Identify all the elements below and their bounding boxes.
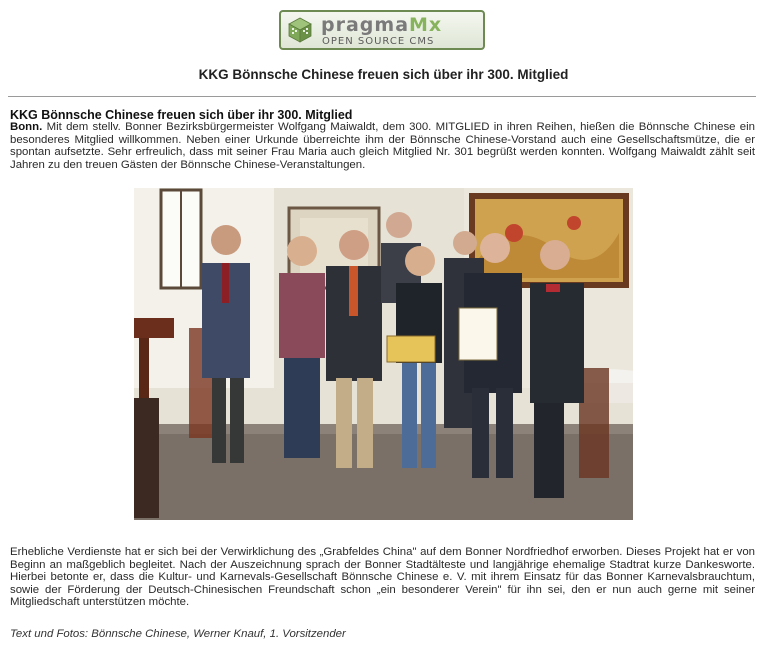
logo-subtitle: OPEN SOURCE CMS bbox=[322, 36, 435, 47]
article-intro-text: Mit dem stellv. Bonner Bezirksbürgermeister Wolfgang Maiwaldt, dem 300. MITGLIED in ihren Reihen, hießen die Bönnsche Chinese ein besonderes Mitglied willkommen. Neben einer Urkunde überreichte ihm der Bönnsche Chinese-Vorstand auch eine Gesellschaftsmütze, die er spontan aufsetzte. Sehr erfreulich, dass mit seiner Frau Maria auch gleich Mitglied Nr. 301 begrüßt werden konnten. Wolfgang Maiwaldt zählt seit Jahren zu den treuen Gästen der Bönnsche Chinese-Veranstaltungen. bbox=[10, 121, 755, 171]
page-title: KKG Bönnsche Chinese freuen sich über ihr 300. Mitglied bbox=[198, 67, 569, 82]
article-intro bbox=[10, 121, 755, 171]
logo-wordmark-prefix: pragma bbox=[321, 14, 410, 36]
article-credit: Text und Fotos: Bönnsche Chinese, Werner Knauf, 1. Vorsitzender bbox=[10, 628, 346, 640]
article-heading: KKG Bönnsche Chinese freuen sich über ihr 300. Mitglied bbox=[10, 108, 353, 122]
logo-wordmark bbox=[321, 14, 442, 36]
title-divider bbox=[8, 96, 756, 97]
group-photo bbox=[134, 188, 633, 520]
article-dateline: Bonn. bbox=[10, 121, 43, 133]
pragmamx-cube-icon bbox=[287, 17, 313, 43]
logo-wordmark-suffix: Mx bbox=[409, 14, 443, 36]
pragmamx-logo[interactable] bbox=[279, 10, 485, 50]
article-body: Erhebliche Verdienste hat er sich bei der Verwirklichung des „Grabfeldes China" auf dem Bonner Nordfriedhof erworben. Dieses Projekt hat er von Beginn an maßgeblich begleitet. Nach der Auszeichnung sprach der Bonner Stadtälteste und langjährige ehemalige Stadtrat kurze Dankesworte. Hierbei betonte er, dass die Kultur- und Karnevals-Gesellschaft Bönnsche Chinese e. V. mit ihrem Einsatz für das Bonner Karnevalsbrauchtum, sowie der Förderung der Deutsch-Chinesischen Freundschaft schon „ein besonderer Verein" für ihn sei, den er nun auch gerne mit seiner Mitgliedschaft unterstützen möchte. bbox=[10, 546, 755, 609]
